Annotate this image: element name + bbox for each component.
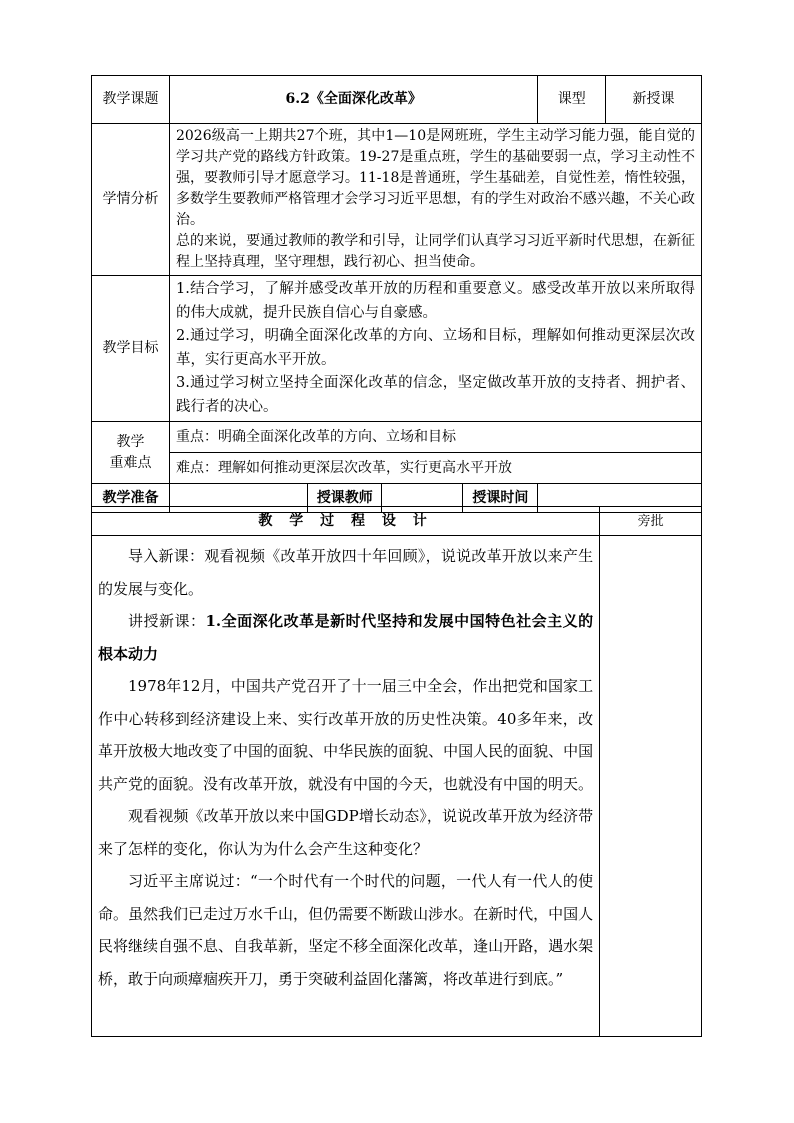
goal-item: 1.结合学习，了解并感受改革开放的历程和重要意义。感受改革开放以来所取得的伟大成就，提升民族自信心与自豪感。	[175, 281, 695, 321]
process-content	[92, 536, 600, 1037]
new-lesson-prefix: 讲授新课：	[128, 612, 206, 630]
analysis-label: 学情分析	[92, 124, 170, 276]
difficult-point: 难点：理解如何推动更深层次改革，实行更高水平开放	[169, 453, 701, 484]
analysis-paragraph: 2026级高一上期共27个班，其中1—10是网班班，学生主动学习能力强，能自觉的学习共产党的路线方针政策。19-27是重点班，学生的基础要弱一点，学习主动性不强，要教师引导才愿意学习。11-18是普通班，学生基础差，自觉性差，惰性较强，多数学生要教师严格管理才会学习习近平思想，有的学生对政治不感兴趣，不关心政治。	[175, 128, 695, 228]
process-title: 教 学 过 程 设 计	[92, 507, 600, 536]
section-heading: 1.全面深化改革是新时代坚持和发展中国特色社会主义的根本动力	[98, 612, 594, 663]
analysis-content	[169, 124, 701, 276]
goals-content	[169, 276, 701, 422]
side-notes-title: 旁批	[600, 507, 702, 536]
quote-paragraph: 习近平主席说过：“一个时代有一个时代的问题，一代人有一代人的使命。虽然我们已走过万水千山，但仍需要不断跋山涉水。在新时代，中国人民将继续自强不息、自我革新，坚定不移全面深化改革，逢山开路，遇水架桥，敢于向顽瘴痼疾开刀，勇于突破利益固化藩篱，将改革进行到底。”	[98, 872, 594, 988]
prep-label: 教学准备	[92, 484, 170, 513]
goal-item: 2.通过学习，明确全面深化改革的方向、立场和目标，理解如何推动更深层次改革，实行更高水平开放。	[175, 328, 695, 368]
topic-label: 教学课题	[92, 76, 170, 124]
process-table	[91, 506, 702, 1037]
lesson-info-table	[91, 75, 702, 513]
goal-item: 3.通过学习树立坚持全面深化改革的信念，坚定做改革开放的支持者、拥护者、践行者的决心。	[175, 375, 695, 415]
side-notes-cell	[600, 536, 702, 1037]
history-paragraph: 1978年12月，中国共产党召开了十一届三中全会，作出把党和国家工作中心转移到经济建设上来、实行改革开放的历史性决策。40多年来，改革开放极大地改变了中国的面貌、中华民族的面貌、中国人民的面貌、中国共产党的面貌。没有改革开放，就没有中国的今天，也就没有中国的明天。	[98, 677, 594, 793]
key-point: 重点：明确全面深化改革的方向、立场和目标	[169, 422, 701, 453]
intro-paragraph: 导入新课：观看视频《改革开放四十年回顾》，说说改革开放以来产生的发展与变化。	[98, 547, 594, 598]
lesson-type: 新授课	[606, 76, 702, 124]
time-label: 授课时间	[463, 484, 538, 513]
keypoints-label-line1: 教学	[116, 433, 145, 450]
keypoints-label	[92, 422, 170, 484]
new-lesson-paragraph	[98, 605, 593, 670]
keypoints-label-line2: 重难点	[109, 454, 152, 471]
analysis-paragraph: 总的来说，要通过教师的教学和引导，让同学们认真学习习近平新时代思想，在新征程上坚持真理，坚守理想，践行初心、担当使命。	[175, 233, 695, 270]
lesson-topic: 6.2《全面深化改革》	[169, 76, 538, 124]
goals-label: 教学目标	[92, 276, 170, 422]
teacher-label: 授课教师	[308, 484, 382, 513]
video-paragraph: 观看视频《改革开放以来中国GDP增长动态》，说说改革开放为经济带来了怎样的变化，你认为为什么会产生这种变化？	[98, 807, 594, 858]
type-label: 课型	[538, 76, 606, 124]
